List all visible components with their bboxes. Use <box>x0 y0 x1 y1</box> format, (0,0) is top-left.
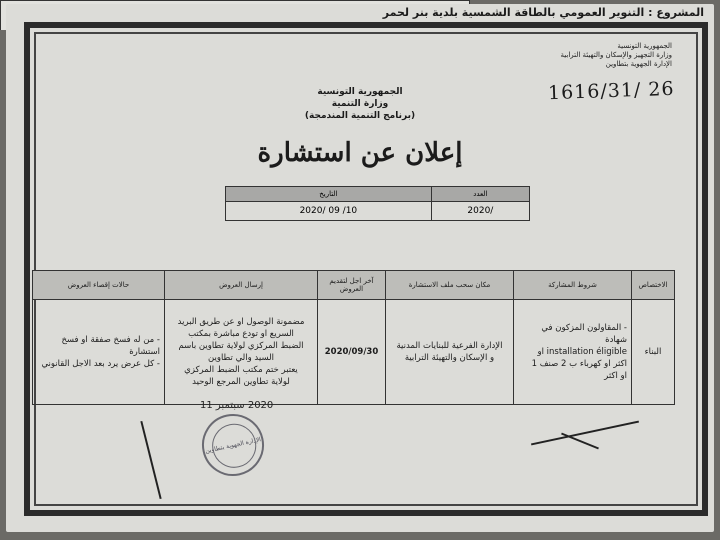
reference-table <box>225 186 530 221</box>
th-exclusion: حالات إقصاء العروض <box>33 271 165 300</box>
conditions-line1: - المقاولون المزكون في شهادة <box>541 323 627 345</box>
send-line5: يعتبر ختم مكتب الضبط المركزي <box>184 365 298 375</box>
th-deadline: آخر اجل لتقديم العروض <box>318 271 386 300</box>
conditions-line4: او اكثر <box>604 371 627 381</box>
cell-deadline: 2020/09/30 <box>318 300 386 405</box>
cell-send <box>165 300 318 405</box>
header-right <box>502 42 672 69</box>
send-line1: مضمونة الوصول او عن طريق البريد <box>177 317 305 327</box>
signature-date: 2020 سبتمبر 11 <box>200 400 274 411</box>
consultation-table <box>32 270 675 405</box>
header-center-line1: الجمهورية التونسية <box>317 87 403 97</box>
pickup-line1: الإدارة الفرعية للبنايات المدنية <box>396 341 503 351</box>
th-specialty: الاختصاص <box>632 271 675 300</box>
header-center-line2: وزارة التنمية <box>331 99 389 109</box>
stamp-text: الإدارة الجهوية بتطاوين <box>204 435 262 455</box>
exclusion-line1: - من له فسخ صفقة او فسخ استشارة <box>61 335 160 357</box>
th-pickup: مكان سحب ملف الاستشارة <box>386 271 514 300</box>
th-conditions: شروط المشاركة <box>514 271 632 300</box>
send-line6: لولاية تطاوين المرجع الوحيد <box>192 377 290 387</box>
cell-conditions <box>514 300 632 405</box>
cell-pickup <box>386 300 514 405</box>
ref-date: 2020/ 09 /10 <box>226 202 432 221</box>
header-right-line3: الإدارة الجهوية بتطاوين <box>605 60 672 68</box>
header-center-line3: (برنامج التنمية المندمجة) <box>304 111 416 121</box>
handwritten-reference-number: 1616/31/ 26 <box>547 77 675 105</box>
header-right-line2: وزارة التجهيز والإسكان والتهيئة الترابية <box>560 51 672 59</box>
header-right-line1: الجمهورية التونسية <box>617 42 672 50</box>
send-line3: الضبط المركزي لولاية تطاوين باسم <box>178 341 304 351</box>
page-title: إعلان عن استشارة <box>257 138 463 168</box>
cell-specialty: البناء <box>632 300 675 405</box>
th-send: إرسال العروض <box>165 271 318 300</box>
ref-header-number: العدد <box>431 187 529 202</box>
ref-header-date: التاريخ <box>226 187 432 202</box>
send-line4: السيد والي تطاوين <box>208 353 274 363</box>
ref-number: 2020/ <box>431 202 529 221</box>
project-title: المشروع : التنوير العمومي بالطاقة الشمسية بلدية بنر لحمر <box>382 6 704 19</box>
conditions-line3: اكثر او كهرباء ب 2 صنف 1 <box>531 359 627 369</box>
header-center <box>290 86 430 122</box>
stamp-inner-ring <box>208 420 260 472</box>
conditions-line2: installation éligible او <box>537 347 627 357</box>
pickup-line2: و الإسكان والتهيئة الترابية <box>404 353 495 363</box>
send-line2: السريع او تودع مباشرة بمكتب <box>188 329 294 339</box>
exclusion-line2: - كل عرض يرد بعد الاجل القانوني <box>41 359 160 369</box>
cell-exclusion <box>33 300 165 405</box>
